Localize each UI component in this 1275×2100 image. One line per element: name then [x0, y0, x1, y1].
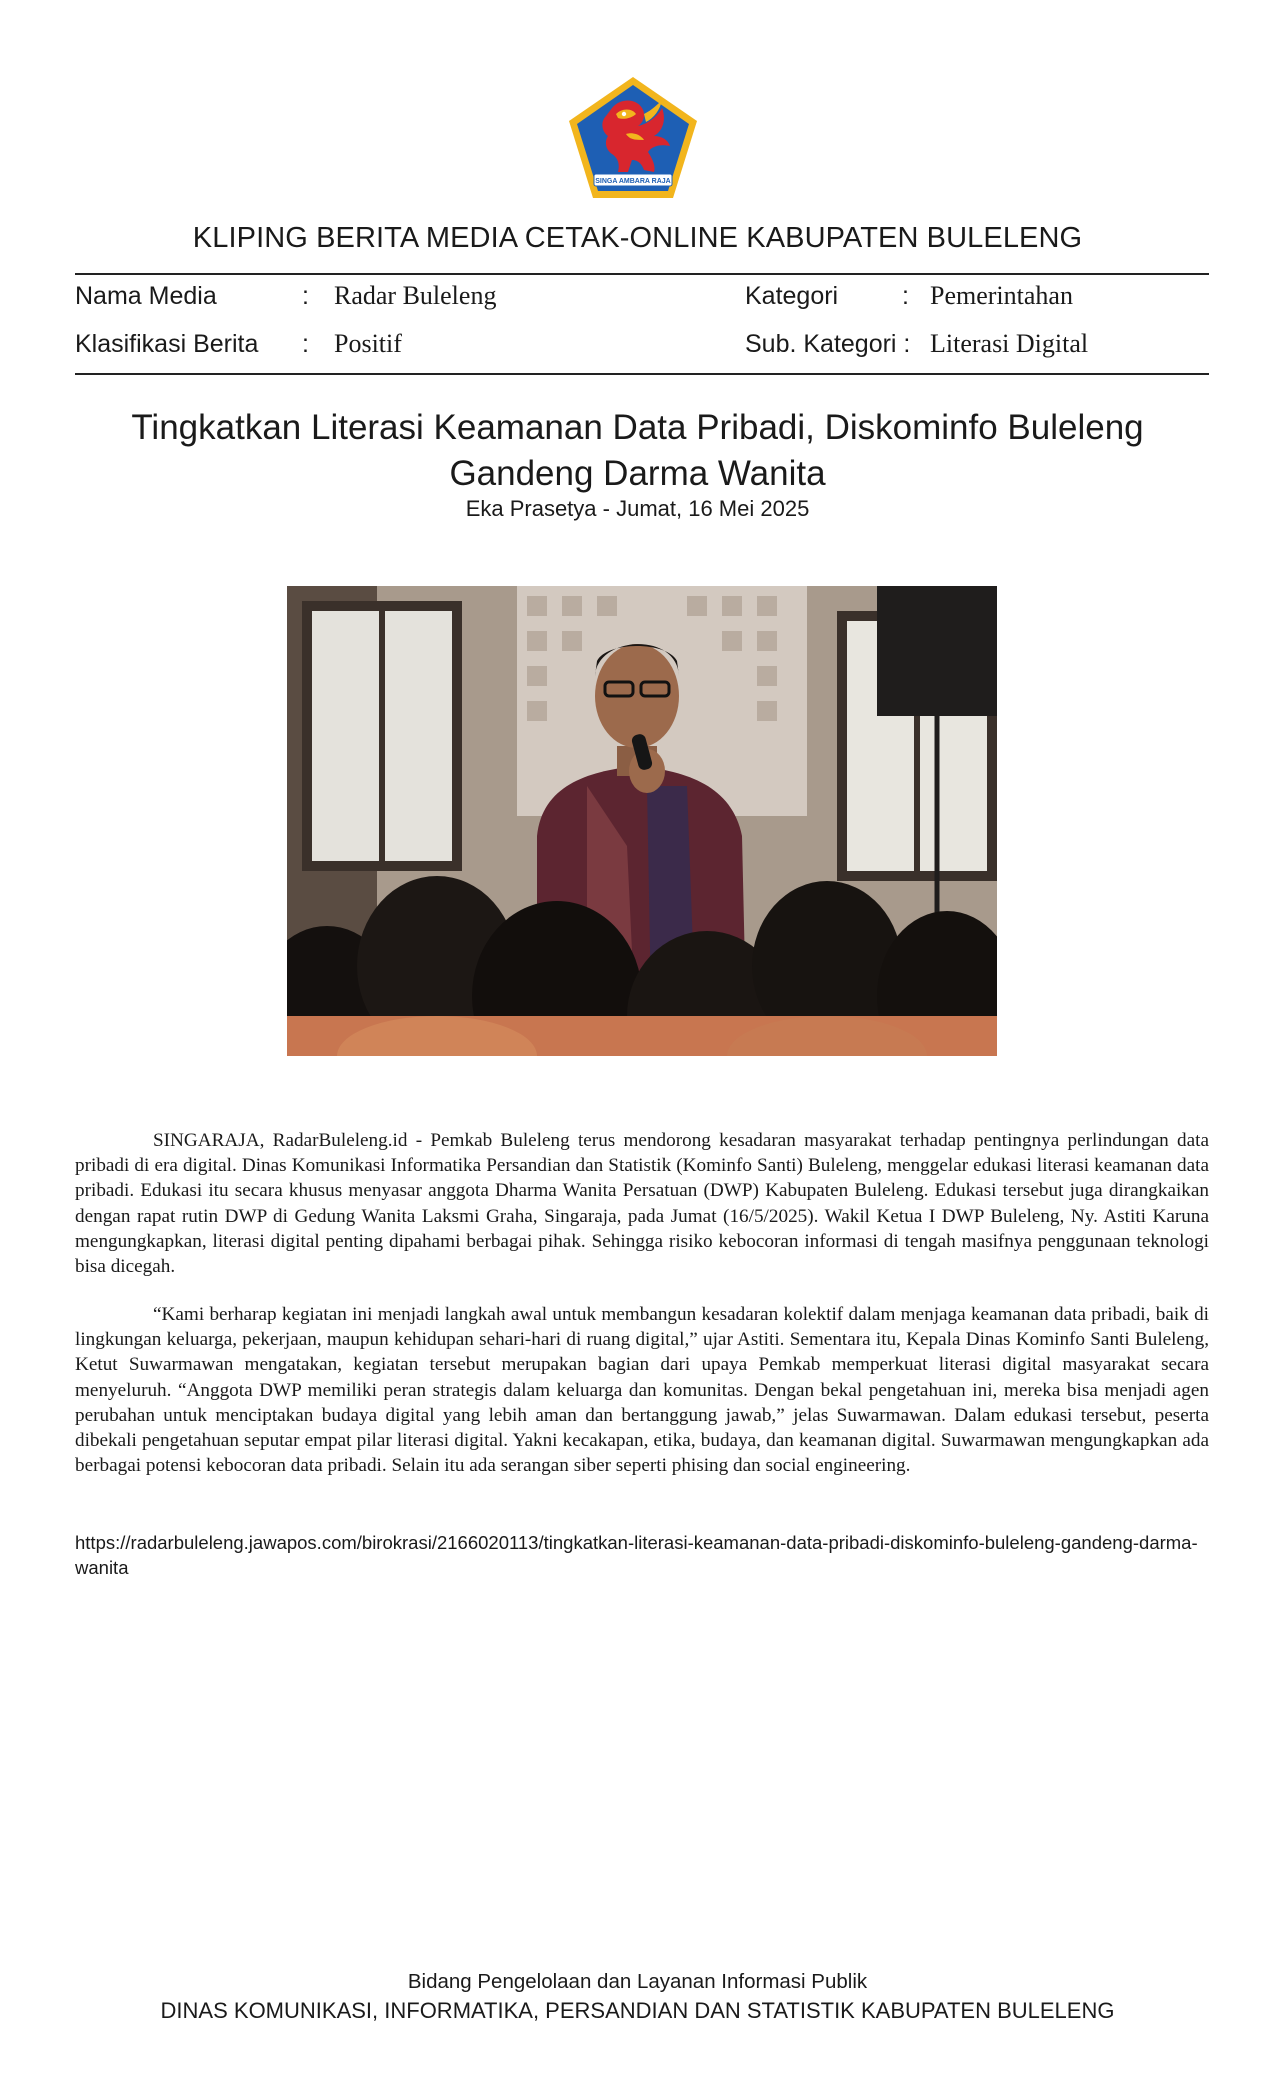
klasifikasi-label: Klasifikasi Berita: [75, 330, 259, 358]
article-headline: Tingkatkan Literasi Keamanan Data Pribadi, Diskominfo Buleleng Gandeng Darma Wanita: [131, 408, 1144, 493]
article-paragraph-1: [75, 1128, 1209, 1279]
clipping-header-title: KLIPING BERITA MEDIA CETAK-ONLINE KABUPATEN BULELENG: [192, 222, 1083, 254]
media-value: Radar Buleleng: [334, 281, 497, 310]
kategori-label: Kategori: [745, 282, 839, 310]
kabupaten-buleleng-logo: [566, 74, 700, 202]
footer-division: Bidang Pengelolaan dan Layanan Informasi Publik: [407, 1970, 868, 1993]
media-label: Nama Media: [75, 282, 217, 310]
article-photo: [287, 586, 997, 1056]
singa-ambara-raja-emblem: [566, 74, 700, 202]
article-byline: Eka Prasetya - Jumat, 16 Mei 2025: [465, 496, 810, 521]
source-url-link[interactable]: https://radarbuleleng.jawapos.com/birokrasi/2166020113/tingkatkan-literasi-keamanan-data-pribadi-diskominfo-buleleng-gandeng-darma-wanita: [75, 1532, 1198, 1578]
media-colon: :: [302, 282, 309, 310]
klasifikasi-value: Positif: [334, 329, 402, 358]
kategori-colon: :: [902, 282, 909, 310]
article-paragraph-2: [75, 1302, 1209, 1478]
kategori-value: Pemerintahan: [930, 281, 1073, 310]
klasifikasi-colon: :: [302, 330, 309, 358]
article-paragraph-2-text: “Kami berharap kegiatan ini menjadi langkah awal untuk membangun kesadaran kolektif dalam menjaga keamanan data pribadi, baik di lingkungan keluarga, pekerjaan, maupun kehidupan sehari-hari di ruang digital,” ujar Astiti. Sementara itu, Kepala Dinas Kominfo Santi Buleleng, Ketut Suwarmawan mengatakan, kegiatan tersebut merupakan bagian dari upaya Pemkab memperkuat literasi digital masyarakat secara menyeluruh. “Anggota DWP memiliki peran strategis dalam keluarga dan komunitas. Dengan bekal pengetahuan ini, mereka bisa menjadi agen perubahan untuk menciptakan budaya digital yang lebih aman dan bertanggung jawab,” jelas Suwarmawan. Dalam edukasi tersebut, peserta dibekali pengetahuan seputar empat pilar literasi digital. Yakni kecakapan, etika, budaya, dan keamanan digital. Suwarmawan mengungkapkan ada berbagai potensi kebocoran data pribadi. Selain itu ada serangan siber seperti phising dan social engineering.: [75, 1304, 1209, 1477]
speaker-photo-illustration: [287, 586, 997, 1056]
header-top-divider: [75, 273, 1209, 275]
footer-agency: DINAS KOMUNIKASI, INFORMATIKA, PERSANDIAN DAN STATISTIK KABUPATEN BULELENG: [160, 1998, 1115, 2023]
subkategori-label: Sub. Kategori :: [745, 330, 911, 358]
logo-motto: SINGA AMBARA RAJA: [595, 178, 671, 185]
article-paragraph-1-text: SINGARAJA, RadarBuleleng.id - Pemkab Buleleng terus mendorong kesadaran masyarakat terhadap pentingnya perlindungan data pribadi di era digital. Dinas Komunikasi Informatika Persandian dan Statistik (Kominfo Santi) Buleleng, menggelar edukasi literasi keamanan data pribadi. Edukasi itu secara khusus menyasar anggota Dharma Wanita Persatuan (DWP) Kabupaten Buleleng. Edukasi tersebut juga dirangkaikan dengan rapat rutin DWP di Gedung Wanita Laksmi Graha, Singaraja, pada Jumat (16/5/2025). Wakil Ketua I DWP Buleleng, Ny. Astiti Karuna mengungkapkan, literasi digital penting dipahami berbagai pihak. Sehingga risiko kebocoran informasi di tengah masifnya penggunaan teknologi bisa dicegah.: [75, 1130, 1209, 1278]
header-bottom-divider: [75, 373, 1209, 375]
subkategori-value: Literasi Digital: [930, 329, 1089, 358]
